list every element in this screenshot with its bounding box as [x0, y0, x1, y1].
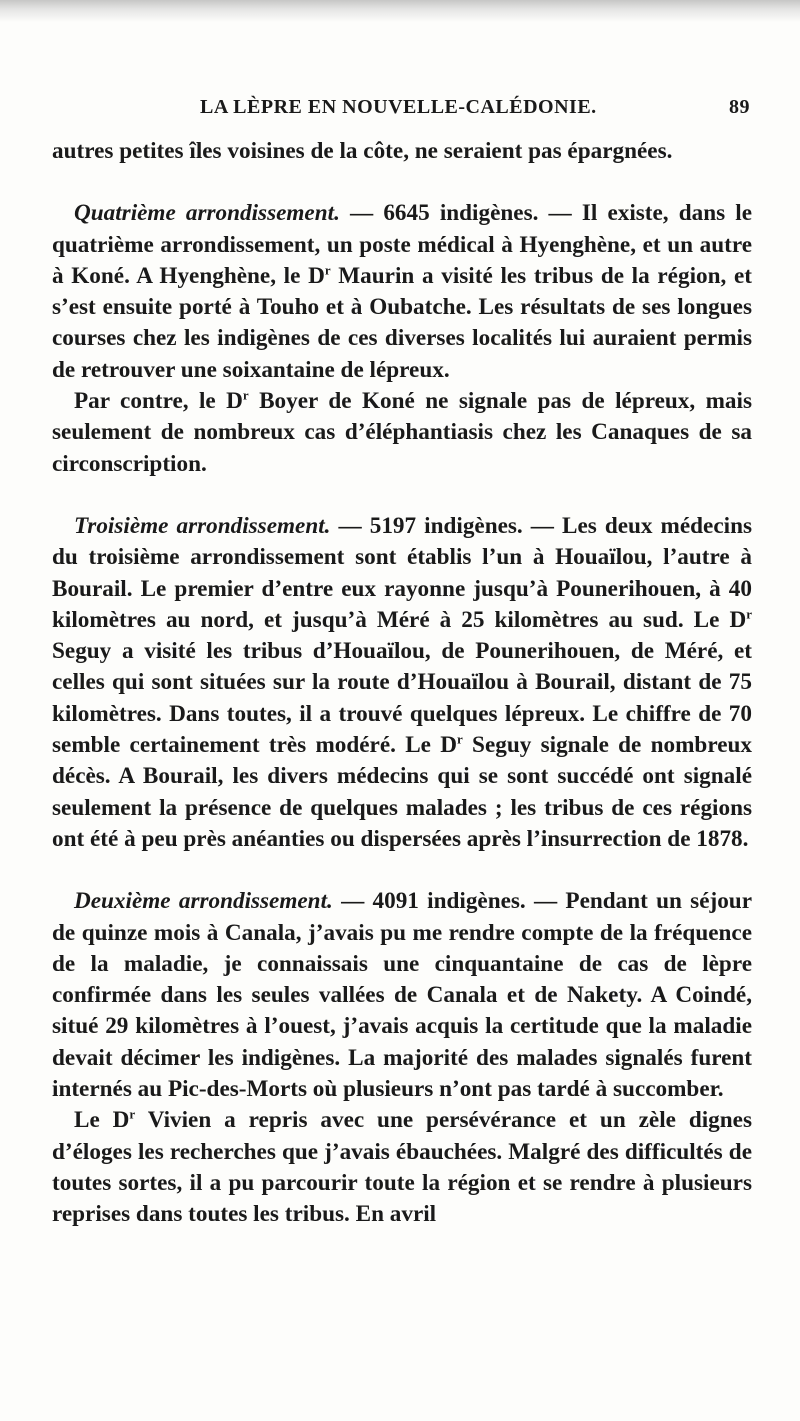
- paragraph-1: [52, 136, 752, 167]
- superscript-r: r: [746, 606, 752, 622]
- paragraph-2-text-a: — 6645 indigènes. — Il existe, dans le quatrième arrondissement, un poste médical à Hyenghène, et un autre à Koné. A Hyenghène, le D: [52, 200, 753, 289]
- paragraph-4-text-c: Seguy signale de nombreux décès. A Bourail, les divers médecins qui se sont succédé ont signalé seulement la présence de quelques malades ; les tribus de ces régions ont été à peu près anéanties ou dispersées après l’insurrection de 1878.: [52, 732, 752, 852]
- paragraph-5-text: — 4091 indigènes. — Pendant un séjour de quinze mois à Canala, j’avais pu me rendre compte de la fréquence de la maladie, je connaissais une cinquantaine de cas de lèpre confirmée dans les seules vallées de Canala et de Nakety. A Coindé, situé 29 kilomètres à l’ouest, j’avais acquis la certitude que la maladie devait décimer les indigènes. La majorité des malades signalés furent internés au Pic-des-Morts où plusieurs n’ont pas tardé à succomber.: [52, 888, 752, 1103]
- paragraph-troisieme-arrondissement: [52, 511, 752, 855]
- running-header: [200, 96, 750, 122]
- paragraph-deuxieme-arrondissement: [52, 886, 752, 1105]
- superscript-r: r: [324, 262, 331, 278]
- paragraph-4-text-b: Seguy a visité les tribus d’Houaïlou, de Pounerihouen, de Méré, et celles qui sont situées sur la route d’Houaïlou à Bourail, distant de 75 kilomètres. Dans toutes, il a trouvé quelques lépreux. Le chiffre de 70 semble certainement très modéré. Le D: [52, 638, 752, 759]
- paragraph-quatrieme-arrondissement: [52, 198, 752, 386]
- paragraph-3-text-b: Boyer de Koné ne signale pas de lépreux, mais seulement de nombreux cas d’éléphantiasis chez les Canaques de sa circonscription.: [52, 388, 752, 477]
- section-heading-deuxieme: Deuxième arrondissement.: [74, 888, 333, 915]
- scan-edge-shadow: [0, 0, 800, 22]
- paragraph-6-text-b: Vivien a repris avec une persévérance et un zèle dignes d’éloges les recherches que j’avais ébauchées. Malgré des difficultés de toutes sortes, il a pu parcourir toute la région et se rendre à plusieurs reprises dans toutes les tribus. En avril: [52, 1107, 752, 1228]
- body-text: [52, 136, 752, 1231]
- paragraph-vivien: [52, 1105, 752, 1230]
- superscript-r: r: [242, 387, 249, 403]
- section-heading-quatrieme: Quatrième arrondissement.: [74, 200, 340, 227]
- paragraph-3-text-a: Par contre, le D: [74, 388, 243, 415]
- paragraph-boyer: [52, 386, 752, 480]
- paragraph-1-text: autres petites îles voisines de la côte, ne seraient pas épargnées.: [52, 138, 673, 164]
- superscript-r: r: [129, 1106, 136, 1122]
- running-title: LA LÈPRE EN NOUVELLE-CALÉDONIE.: [200, 96, 597, 118]
- paragraph-6-text-a: Le D: [74, 1107, 130, 1134]
- paragraph-4-text-a: — 5197 indigènes. — Les deux médecins du troisième arrondissement sont établis l’un à Houaïlou, l’autre à Bourail. Le premier d’entre eux rayonne jusqu’à Pounerihouen, à 40 kilomètres au nord, et jusqu’à Méré à 25 kilomètres au sud. Le D: [52, 512, 752, 633]
- superscript-r: r: [457, 731, 463, 747]
- paragraph-2-text-b: Maurin a visité les tribus de la région, et s’est ensuite porté à Touho et à Oubatche. Les résultats de ses longues courses chez les indigènes de ces diverses localités lui auraient permis de retrouver une soixantaine de lépreux.: [52, 262, 752, 383]
- section-heading-troisieme: Troisième arrondissement.: [74, 512, 331, 539]
- page-number: 89: [729, 96, 750, 118]
